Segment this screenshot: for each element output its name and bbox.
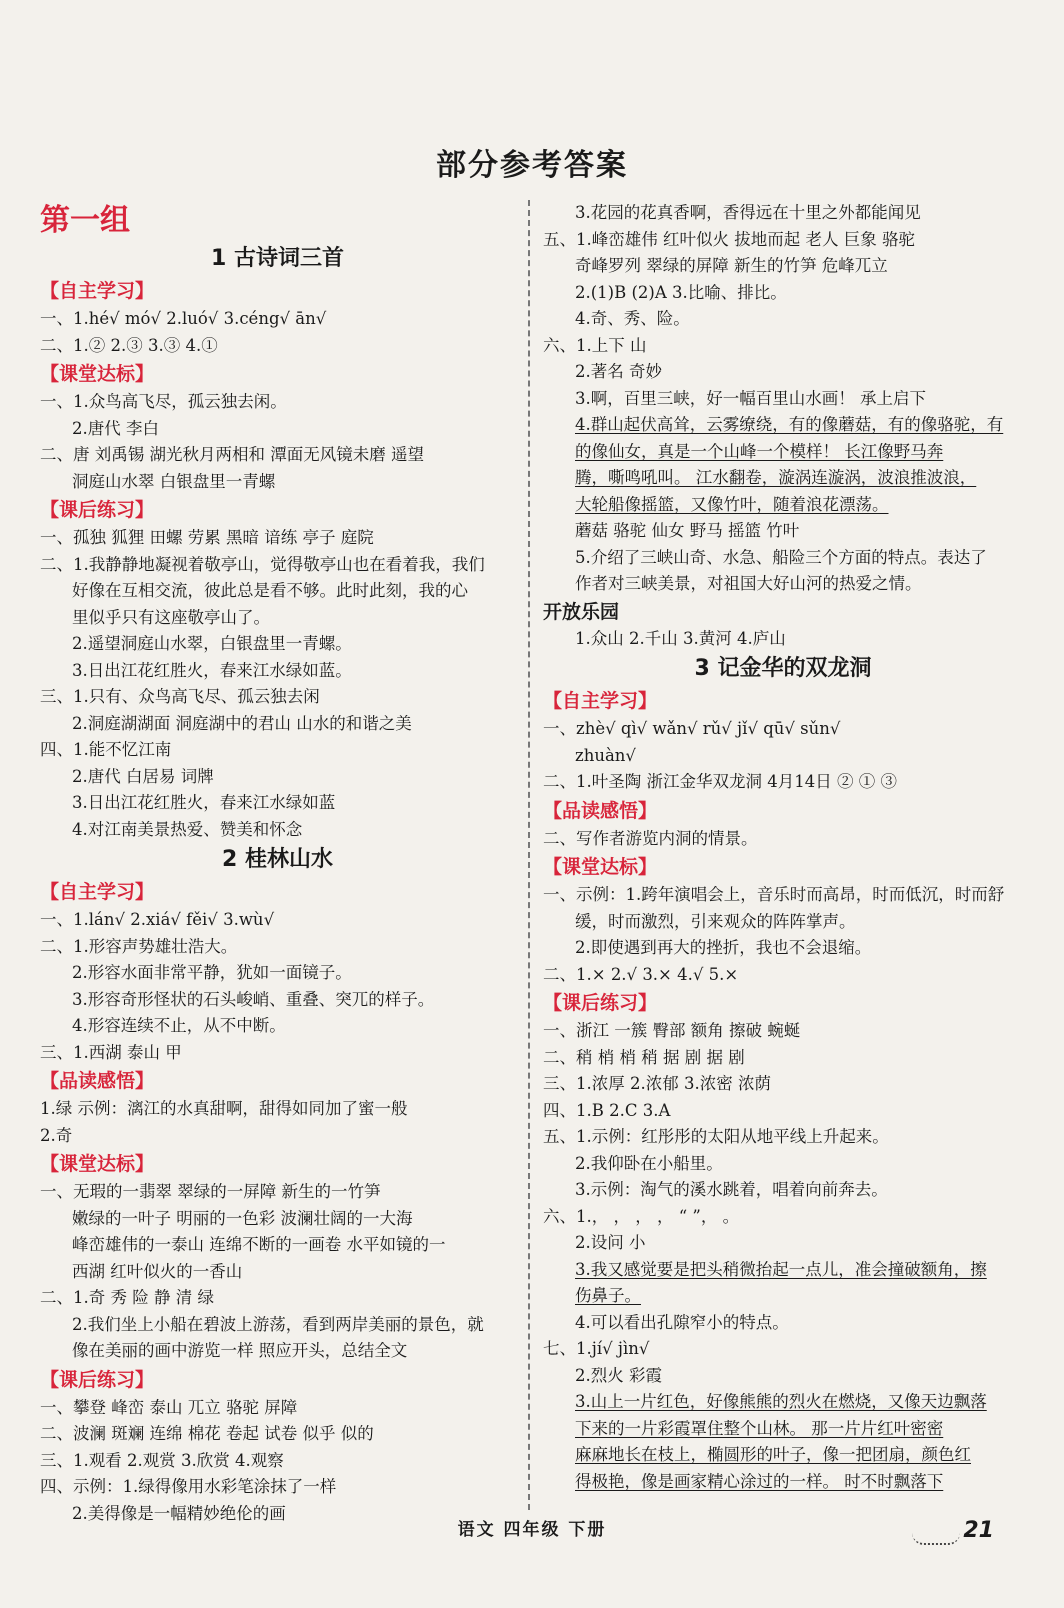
answer-line: 4.可以看出孔隙窄小的特点。 <box>575 1312 789 1332</box>
section-heading-row <box>543 686 1023 716</box>
group-heading: 第一组 <box>40 203 130 238</box>
answer-line: 一、1.hé√ mó√ 2.luó√ 3.céng√ ān√ <box>40 309 327 328</box>
answer-line: 3.示例：淘气的溪水跳着，唱着向前奔去。 <box>575 1180 888 1199</box>
answer-line: 二、写作者游览内洞的情景。 <box>543 828 758 848</box>
answer-line: 的像仙女，真是一个山峰一个模样！ 长江像野马奔 <box>575 441 944 461</box>
section-heading-row <box>543 988 1023 1018</box>
answer-line: 一、示例：1.跨年演唱会上，音乐时而高昂，时而低沉，时而舒 <box>543 885 1005 904</box>
answer-line: 下来的一片彩霞罩住整个山林。 那一片片红叶密密 <box>575 1418 944 1438</box>
answer-line: 四、1.能不忆江南 <box>40 740 172 759</box>
answer-line: 麻麻地长在枝上，椭圆形的叶子，像一把团扇，颜色红 <box>575 1445 971 1464</box>
answer-line: 嫩绿的一叶子 明丽的一色彩 波澜壮阔的一大海 <box>72 1208 413 1228</box>
section-heading: 【课后练习】 <box>40 499 155 521</box>
section-heading-row <box>40 495 515 525</box>
answer-line: 一、孤独 狐狸 田螺 劳累 黑暗 谙练 亭子 庭院 <box>40 528 374 547</box>
answer-line: 二、1.叶圣陶 浙江金华双龙洞 4月14日 ② ① ③ <box>543 772 897 791</box>
answer-line: 2.奇 <box>40 1125 73 1145</box>
section-heading: 【课堂达标】 <box>543 856 658 878</box>
section-heading-row <box>40 877 515 907</box>
section-heading: 【品读感悟】 <box>543 799 658 822</box>
answer-line: 洞庭山水翠 白银盘里一青螺 <box>72 471 276 491</box>
answer-line: 2.遥望洞庭山水翠，白银盘里一青螺。 <box>72 634 352 653</box>
answer-line: 一、浙江 一簇 臀部 额角 擦破 蜿蜒 <box>543 1021 801 1040</box>
answer-line: 2.著名 奇妙 <box>575 362 662 381</box>
answer-line: 三、1.西湖 泰山 甲 <box>40 1042 182 1062</box>
page-number: 21 <box>963 1518 994 1543</box>
answer-line: 2.即使遇到再大的挫折，我也不会退缩。 <box>575 938 872 957</box>
answer-line: 4.群山起伏高耸，云雾缭绕，有的像蘑菇，有的像骆驼，有 <box>575 415 1004 434</box>
section-heading: 【课后练习】 <box>40 1368 155 1391</box>
answer-line: 蘑菇 骆驼 仙女 野马 摇篮 竹叶 <box>575 521 800 540</box>
answer-line: 2.洞庭湖湖面 洞庭湖中的君山 山水的和谐之美 <box>72 713 412 733</box>
answer-line: 2.唐代 白居易 词牌 <box>72 766 214 786</box>
answer-line: 二、1.奇 秀 险 静 清 绿 <box>40 1288 214 1307</box>
section-heading-row <box>543 852 1023 882</box>
answer-line: 三、1.浓厚 2.浓郁 3.浓密 浓荫 <box>543 1074 771 1093</box>
answer-line: 2.唐代 李白 <box>72 418 159 438</box>
answer-line: zhuàn√ <box>575 745 636 765</box>
section-heading: 【自主学习】 <box>543 690 658 712</box>
answer-line: 二、1.我静静地凝视着敬亭山，觉得敬亭山也在看着我，我们 <box>40 554 485 574</box>
answer-line: 二、稍 梢 梢 稍 据 剧 据 剧 <box>543 1047 745 1067</box>
swirl-decoration-icon <box>912 1533 960 1545</box>
answer-line: 3.形容奇形怪状的石头峻峭、重叠、突兀的样子。 <box>72 989 435 1009</box>
answer-line: 1.绿 示例：漓江的水真甜啊，甜得如同加了蜜一般 <box>40 1099 408 1118</box>
answer-line: 二、唐 刘禹锡 湖光秋月两相和 潭面无风镜未磨 遥望 <box>40 445 424 464</box>
answer-line: 二、1.形容声势雄壮浩大。 <box>40 936 238 956</box>
answer-line: 缓，时而激烈，引来观众的阵阵掌声。 <box>575 911 856 931</box>
answer-line: 2.设问 小 <box>575 1233 646 1252</box>
answer-line: 里似乎只有这座敬亭山了。 <box>72 607 270 627</box>
answer-line: 一、zhè√ qì√ wǎn√ rǔ√ jǐ√ qū√ sǔn√ <box>543 719 841 738</box>
answer-line: 腾，嘶鸣吼叫。 江水翻卷，漩涡连漩涡，波浪推波浪， <box>575 468 977 487</box>
answer-line: 3.日出江花红胜火，春来江水绿如蓝 <box>72 793 336 812</box>
answer-line: 2.(1)B (2)A 3.比喻、排比。 <box>575 282 787 302</box>
answer-line: 七、1.jí√ jìn√ <box>543 1339 650 1358</box>
answer-line: 三、1.观看 2.观赏 3.欣赏 4.观察 <box>40 1450 284 1470</box>
lesson-title: 2 桂林山水 <box>222 847 333 872</box>
answer-line: 一、1.众鸟高飞尽，孤云独去闲。 <box>40 392 287 411</box>
section-heading-row <box>40 359 515 389</box>
section-heading: 开放乐园 <box>543 600 620 623</box>
answer-line: 2.我仰卧在小船里。 <box>575 1153 723 1173</box>
answer-line: 3.山上一片红色，好像熊熊的烈火在燃烧，又像天边飘落 <box>575 1392 987 1411</box>
page-title: 部分参考答案 <box>436 148 628 183</box>
answer-line: 二、1.② 2.③ 3.③ 4.① <box>40 335 218 355</box>
answer-line: 2.美得像是一幅精妙绝伦的画 <box>72 1503 286 1523</box>
section-heading-row <box>40 1066 515 1096</box>
answer-line: 四、1.B 2.C 3.A <box>543 1100 671 1120</box>
answer-line: 二、1.× 2.√ 3.× 4.√ 5.× <box>543 964 739 984</box>
section-heading-row <box>543 796 1023 826</box>
answer-line: 4.对江南美景热爱、赞美和怀念 <box>72 819 303 839</box>
answer-line: 峰峦雄伟的一泰山 连绵不断的一画卷 水平如镜的一 <box>72 1235 446 1254</box>
answer-line: 六、1.上下 山 <box>543 335 647 355</box>
section-heading: 【自主学习】 <box>40 280 155 302</box>
section-heading-row <box>40 1365 515 1395</box>
answer-line: 五、1.峰峦雄伟 红叶似火 拔地而起 老人 巨象 骆驼 <box>543 229 915 249</box>
column-divider <box>528 200 530 1510</box>
answer-line: 六、1.， ， ， ， “ ”， 。 <box>543 1206 740 1226</box>
answer-line: 伤鼻子。 <box>575 1286 641 1305</box>
left-column <box>40 200 515 1527</box>
section-heading-row <box>40 1149 515 1179</box>
answer-line: 2.形容水面非常平静，犹如一面镜子。 <box>72 963 352 982</box>
section-heading: 【品读感悟】 <box>40 1070 155 1092</box>
lesson-title: 1 古诗词三首 <box>211 246 344 271</box>
answer-line: 奇峰罗列 翠绿的屏障 新生的竹笋 危峰兀立 <box>575 256 888 275</box>
lesson-title: 3 记金华的双龙洞 <box>694 656 872 681</box>
answer-line: 得极艳，像是画家精心涂过的一样。 时不时飘落下 <box>575 1471 944 1491</box>
answer-line: 大轮船像摇篮，又像竹叶，随着浪花漂荡。 <box>575 494 889 514</box>
answer-line: 作者对三峡美景，对祖国大好山河的热爱之情。 <box>575 574 922 593</box>
answer-line: 一、无瑕的一翡翠 翠绿的一屏障 新生的一竹笋 <box>40 1182 381 1201</box>
section-heading: 【课后练习】 <box>543 992 658 1014</box>
answer-line: 4.奇、秀、险。 <box>575 309 690 328</box>
answer-line: 四、示例：1.绿得像用水彩笔涂抹了一样 <box>40 1477 337 1496</box>
section-heading-row <box>40 276 515 306</box>
answer-line: 五、1.示例：红彤彤的太阳从地平线上升起来。 <box>543 1127 889 1146</box>
answer-line: 5.介绍了三峡山奇、水急、船险三个方面的特点。表达了 <box>575 547 987 567</box>
answer-line: 像在美丽的画中游览一样 照应开头，总结全文 <box>72 1341 408 1360</box>
right-column <box>543 200 1023 1495</box>
answer-line: 三、1.只有、众鸟高飞尽、孤云独去闲 <box>40 687 320 706</box>
answer-line: 西湖 红叶似火的一香山 <box>72 1261 243 1281</box>
answer-line: 一、1.lán√ 2.xiá√ fěi√ 3.wù√ <box>40 910 275 929</box>
section-heading: 【自主学习】 <box>40 881 155 903</box>
page-footer: 语文 四年级 下册 <box>457 1520 607 1540</box>
answer-line: 4.形容连续不止，从不中断。 <box>72 1016 286 1035</box>
answer-line: 好像在互相交流，彼此总是看不够。此时此刻，我的心 <box>72 581 468 600</box>
section-heading: 【课堂达标】 <box>40 363 155 385</box>
answer-line: 1.众山 2.千山 3.黄河 4.庐山 <box>575 628 786 648</box>
answer-line: 3.日出江花红胜火，春来江水绿如蓝。 <box>72 660 352 680</box>
answer-line: 3.花园的花真香啊，香得远在十里之外都能闻见 <box>575 203 921 222</box>
answer-line: 2.烈火 彩霞 <box>575 1365 662 1385</box>
answer-line: 3.啊，百里三峡，好一幅百里山水画！ 承上启下 <box>575 388 926 408</box>
answer-line: 2.我们坐上小船在碧波上游荡，看到两岸美丽的景色，就 <box>72 1314 484 1334</box>
section-heading: 【课堂达标】 <box>40 1153 155 1175</box>
answer-line: 一、攀登 峰峦 泰山 兀立 骆驼 屏障 <box>40 1397 298 1417</box>
answer-line: 二、波澜 斑斓 连绵 棉花 卷起 试卷 似乎 似的 <box>40 1424 374 1443</box>
answer-line: 3.我又感觉要是把头稍微抬起一点儿，准会撞破额角，擦 <box>575 1259 987 1279</box>
